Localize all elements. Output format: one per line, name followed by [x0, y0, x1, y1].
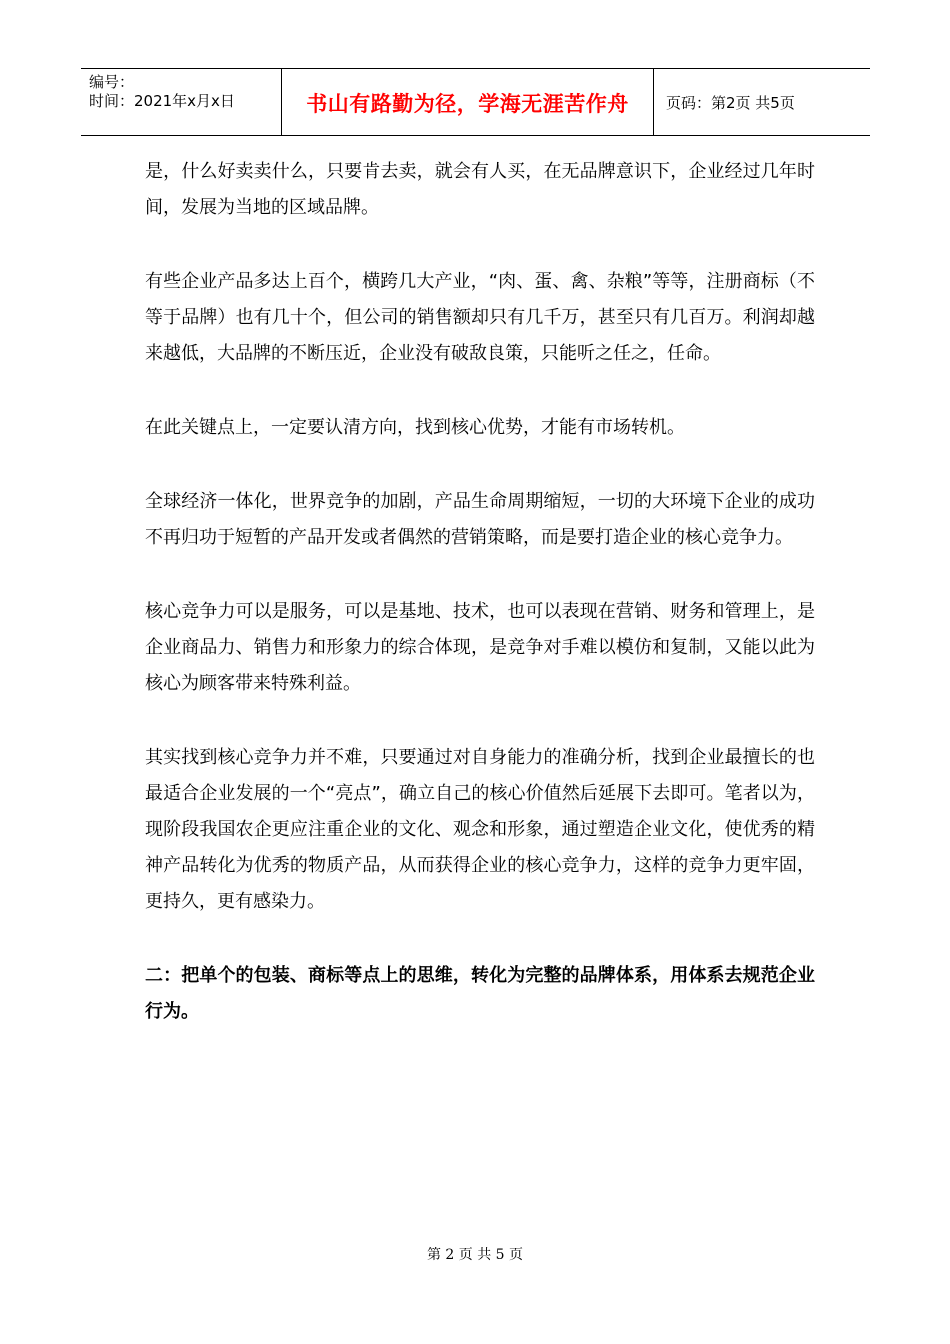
body-paragraph: 在此关键点上，一定要认清方向，找到核心优势，才能有市场转机。: [145, 417, 685, 438]
body-paragraph: 全球经济一体化，世界竞争的加剧，产品生命周期缩短，一切的大环境下企业的成功不再归功于短暂的产品开发或者偶然的营销策略，而是要打造企业的核心竞争力。: [145, 491, 815, 548]
header-page-cell: [654, 69, 870, 135]
body-paragraph: 是，什么好卖卖什么，只要肯去卖，就会有人买，在无品牌意识下，企业经过几年时间，发展为当地的区域品牌。: [145, 161, 815, 218]
body-paragraph: 其实找到核心竞争力并不难，只要通过对自身能力的准确分析，找到企业最擅长的也最适合企业发展的一个“亮点”，确立自己的核心价值然后延展下去即可。笔者以为，现阶段我国农企更应注重企业的文化、观念和形象，通过塑造企业文化，使优秀的精神产品转化为优秀的物质产品，从而获得企业的核心竞争力，这样的竞争力更牢固，更持久，更有感染力。: [145, 747, 815, 912]
page-footer: 第 2 页 共 5 页: [426, 1247, 524, 1263]
body-paragraph: 核心竞争力可以是服务，可以是基地、技术，也可以表现在营销、财务和管理上，是企业商品力、销售力和形象力的综合体现，是竞争对手难以模仿和复制，又能以此为核心为顾客带来特殊利益。: [145, 601, 815, 694]
header-page-number: 页码：第2页 共5页: [666, 94, 795, 112]
header-motto: 书山有路勤为径，学海无涯苦作舟: [306, 92, 629, 116]
section-heading: 二：把单个的包装、商标等点上的思维，转化为完整的品牌体系，用体系去规范企业行为。: [145, 965, 815, 1022]
document-body: [145, 154, 815, 1068]
header-motto-cell: [282, 69, 654, 135]
header-info-cell: [81, 69, 282, 135]
body-paragraph: 有些企业产品多达上百个，横跨几大产业，“肉、蛋、禽、杂粮”等等，注册商标（不等于品牌）也有几十个，但公司的销售额却只有几千万，甚至只有几百万。利润却越来越低，大品牌的不断压近，企业没有破敌良策，只能听之任之，任命。: [145, 271, 815, 364]
document-number-label: 编号：: [89, 73, 135, 91]
page-header: [81, 68, 870, 136]
document-date-label: 时间：2021年x月x日: [89, 92, 235, 110]
